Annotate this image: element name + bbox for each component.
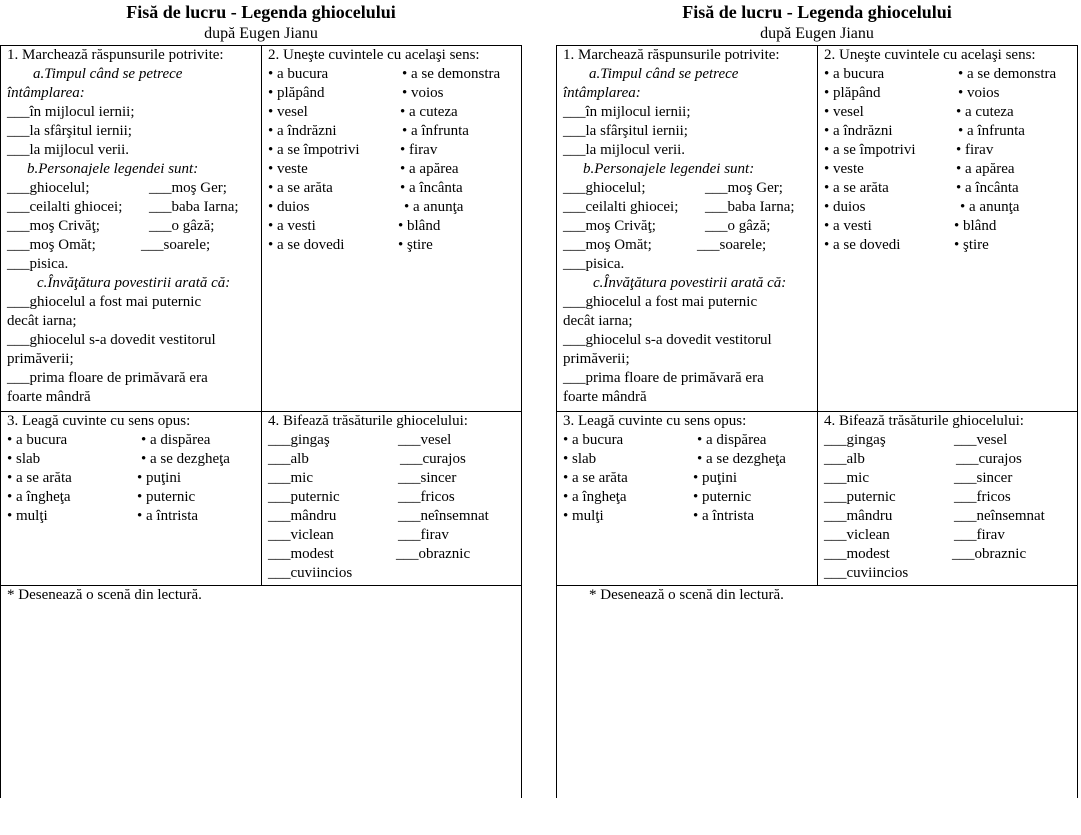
answer-option[interactable]: ___la sfârşitul iernii; [563,123,688,139]
answer-option[interactable]: ___soarele; [141,237,211,253]
synonym-word[interactable]: • a bucura [268,66,329,82]
exercise-2-cell [818,46,1077,412]
trait-option[interactable]: ___vesel [954,432,1008,448]
antonym-match[interactable]: • puţini [137,470,182,486]
trait-option[interactable]: ___cuviincios [824,565,909,581]
question-b-heading: b.Personajele legendei sunt: [583,161,755,177]
trait-option[interactable]: ___sincer [398,470,457,486]
answer-option[interactable]: ___prima floare de primăvară era [7,370,208,386]
exercise-1-title: 1. Marchează răspunsurile potrivite: [563,47,780,63]
answer-option[interactable]: ___o gâză; [705,218,771,234]
trait-option[interactable]: ___viclean [824,527,890,543]
trait-option[interactable]: ___firav [398,527,449,543]
synonym-word[interactable]: • a bucura [824,66,885,82]
answer-option[interactable]: ___la mijlocul verii. [7,142,130,158]
trait-option[interactable]: ___fricos [398,489,455,505]
synonym-word[interactable]: • a se arăta [268,180,333,196]
trait-option[interactable]: ___curajos [956,451,1022,467]
trait-option[interactable]: ___neînsemnat [398,508,489,524]
antonym-match[interactable]: • a întrista [693,508,755,524]
exercise-2-title: 2. Uneşte cuvintele cu acelaşi sens: [268,47,480,63]
synonym-word[interactable]: • a se dovedi [268,237,345,253]
exercise-4-title: 4. Bifează trăsăturile ghiocelului: [268,413,468,429]
synonym-word[interactable]: • a se arăta [824,180,889,196]
trait-option[interactable]: ___viclean [268,527,334,543]
answer-option[interactable]: ___pisica. [563,256,625,272]
synonym-match[interactable]: • ştire [954,237,989,253]
trait-option[interactable]: ___firav [954,527,1005,543]
synonym-match[interactable]: • a încânta [400,180,463,196]
antonym-word[interactable]: • slab [7,451,41,467]
drawing-area[interactable] [557,586,1077,798]
synonym-match[interactable]: • firav [400,142,438,158]
trait-option[interactable]: ___obraznic [396,546,471,562]
exercise-2-cell [262,46,521,412]
synonym-word[interactable]: • a vesti [824,218,872,234]
answer-text: decât iarna; [563,313,633,329]
synonym-match[interactable]: • a se demonstra [402,66,501,82]
question-a-line2: întâmplarea: [563,85,641,101]
antonym-word[interactable]: • a îngheţa [563,489,627,505]
trait-option[interactable]: ___mic [268,470,313,486]
question-a-line1: a.Timpul când se petrece [589,66,739,82]
trait-option[interactable]: ___modest [268,546,334,562]
antonym-word[interactable]: • mulţi [563,508,604,524]
trait-option[interactable]: ___gingaş [824,432,886,448]
trait-option[interactable]: ___mândru [268,508,337,524]
trait-option[interactable]: ___vesel [398,432,452,448]
antonym-word[interactable]: • a îngheţa [7,489,71,505]
answer-option[interactable]: ___ceilalti ghiocei; [7,199,123,215]
worksheet-grid [556,45,1078,798]
trait-option[interactable]: ___neînsemnat [954,508,1045,524]
antonym-match[interactable]: • a dispărea [697,432,767,448]
synonym-match[interactable]: • a înfrunta [402,123,469,139]
worksheet-left [0,0,522,603]
synonym-word[interactable]: • vesel [268,104,308,120]
antonym-match[interactable]: • puţini [693,470,738,486]
worksheet-title: Fisă de lucru - Legenda ghiocelului [126,2,396,22]
drawing-instruction: * Desenează o scenă din lectură. [589,587,784,603]
answer-option[interactable]: ___la mijlocul verii. [563,142,686,158]
question-a-line2: întâmplarea: [7,85,85,101]
antonym-word[interactable]: • a bucura [563,432,624,448]
worksheet-subtitle: după Eugen Jianu [760,25,874,42]
trait-option[interactable]: ___fricos [954,489,1011,505]
synonym-word[interactable]: • a îndrăzni [268,123,337,139]
antonym-word[interactable]: • a se arăta [563,470,628,486]
exercise-2-title: 2. Uneşte cuvintele cu acelaşi sens: [824,47,1036,63]
antonym-match[interactable]: • a întrista [137,508,199,524]
synonym-match[interactable]: • a încânta [956,180,1019,196]
synonym-word[interactable]: • veste [268,161,308,177]
synonym-match[interactable]: • a apărea [400,161,459,177]
answer-text: decât iarna; [7,313,77,329]
trait-option[interactable]: ___alb [268,451,309,467]
synonym-match[interactable]: • a se demonstra [958,66,1057,82]
antonym-match[interactable]: • a dispărea [141,432,211,448]
worksheet-grid [0,45,522,798]
trait-option[interactable]: ___cuviincios [268,565,353,581]
antonym-word[interactable]: • slab [563,451,597,467]
trait-option[interactable]: ___puternic [268,489,340,505]
trait-option[interactable]: ___gingaş [268,432,330,448]
synonym-match[interactable]: • voios [402,85,444,101]
synonym-word[interactable]: • a se dovedi [824,237,901,253]
synonym-word[interactable]: • a îndrăzni [824,123,893,139]
answer-option[interactable]: ___ceilalti ghiocei; [563,199,679,215]
drawing-area[interactable] [1,586,521,798]
antonym-match[interactable]: • puternic [693,489,752,505]
trait-option[interactable]: ___obraznic [952,546,1027,562]
answer-option[interactable]: ___pisica. [7,256,69,272]
answer-option[interactable]: ___o gâză; [149,218,215,234]
antonym-word[interactable]: • a bucura [7,432,68,448]
answer-option[interactable]: ___ghiocelul; [7,180,90,196]
exercise-1-cell [557,46,818,412]
answer-text: foarte mândră [7,389,91,405]
answer-text: foarte mândră [563,389,647,405]
trait-option[interactable]: ___curajos [400,451,466,467]
drawing-instruction: * Desenează o scenă din lectură. [7,587,202,603]
synonym-match[interactable]: • blând [954,218,997,234]
answer-option[interactable]: ___ghiocelul s-a dovedit vestitorul [7,332,216,348]
synonym-match[interactable]: • a cuteza [956,104,1014,120]
answer-text: primăverii; [563,351,630,367]
synonym-match[interactable]: • blând [398,218,441,234]
synonym-word[interactable]: • a vesti [268,218,316,234]
answer-option[interactable]: ___la sfârşitul iernii; [7,123,132,139]
answer-option[interactable]: ___moş Omăt; [563,237,652,253]
trait-option[interactable]: ___mic [824,470,869,486]
answer-option[interactable]: ___ghiocelul a fost mai puternic [563,294,758,310]
synonym-match[interactable]: • firav [956,142,994,158]
synonym-word[interactable]: • duios [824,199,866,215]
exercise-3-title: 3. Leagă cuvinte cu sens opus: [563,413,747,429]
answer-option[interactable]: ___moş Ger; [705,180,783,196]
trait-option[interactable]: ___puternic [824,489,896,505]
question-c-heading: c.Învăţătura povestirii arată că: [37,275,231,291]
synonym-match[interactable]: • a cuteza [400,104,458,120]
answer-option[interactable]: ___în mijlocul iernii; [7,104,135,120]
synonym-word[interactable]: • duios [268,199,310,215]
antonym-match[interactable]: • a se dezgheţa [141,451,230,467]
question-b-heading: b.Personajele legendei sunt: [27,161,199,177]
exercise-4-cell [818,412,1077,586]
answer-option[interactable]: ___moş Crivăţ; [563,218,656,234]
answer-option[interactable]: ___baba Iarna; [705,199,795,215]
answer-option[interactable]: ___baba Iarna; [149,199,239,215]
trait-option[interactable]: ___alb [824,451,865,467]
answer-option[interactable]: ___moş Ger; [149,180,227,196]
synonym-match[interactable]: • a înfrunta [958,123,1025,139]
synonym-word[interactable]: • plăpând [268,85,325,101]
answer-option[interactable]: ___ghiocelul; [563,180,646,196]
exercise-4-cell [262,412,521,586]
synonym-match[interactable]: • a anunţa [960,199,1020,215]
answer-option[interactable]: ___moş Omăt; [7,237,96,253]
exercise-3-title: 3. Leagă cuvinte cu sens opus: [7,413,191,429]
question-c-heading: c.Învăţătura povestirii arată că: [593,275,787,291]
synonym-word[interactable]: • veste [824,161,864,177]
answer-option[interactable]: ___ghiocelul s-a dovedit vestitorul [563,332,772,348]
question-a-line1: a.Timpul când se petrece [33,66,183,82]
synonym-word[interactable]: • vesel [824,104,864,120]
exercise-1-cell [1,46,262,412]
exercise-3-cell [1,412,262,586]
antonym-word[interactable]: • a se arăta [7,470,72,486]
exercise-1-title: 1. Marchează răspunsurile potrivite: [7,47,224,63]
antonym-match[interactable]: • a se dezgheţa [697,451,786,467]
antonym-word[interactable]: • mulţi [7,508,48,524]
answer-text: primăverii; [7,351,74,367]
trait-option[interactable]: ___mândru [824,508,893,524]
worksheet-title: Fisă de lucru - Legenda ghiocelului [682,2,952,22]
trait-option[interactable]: ___sincer [954,470,1013,486]
worksheet-right [556,0,1078,603]
trait-option[interactable]: ___modest [824,546,890,562]
answer-option[interactable]: ___ghiocelul a fost mai puternic [7,294,202,310]
answer-option[interactable]: ___soarele; [697,237,767,253]
answer-option[interactable]: ___moş Crivăţ; [7,218,100,234]
worksheet-subtitle: după Eugen Jianu [204,25,318,42]
exercise-3-cell [557,412,818,586]
synonym-word[interactable]: • plăpând [824,85,881,101]
exercise-4-title: 4. Bifează trăsăturile ghiocelului: [824,413,1024,429]
answer-option[interactable]: ___prima floare de primăvară era [563,370,764,386]
answer-option[interactable]: ___în mijlocul iernii; [563,104,691,120]
synonym-match[interactable]: • a apărea [956,161,1015,177]
synonym-word[interactable]: • a se împotrivi [824,142,916,158]
synonym-match[interactable]: • a anunţa [404,199,464,215]
antonym-match[interactable]: • puternic [137,489,196,505]
synonym-word[interactable]: • a se împotrivi [268,142,360,158]
synonym-match[interactable]: • ştire [398,237,433,253]
synonym-match[interactable]: • voios [958,85,1000,101]
